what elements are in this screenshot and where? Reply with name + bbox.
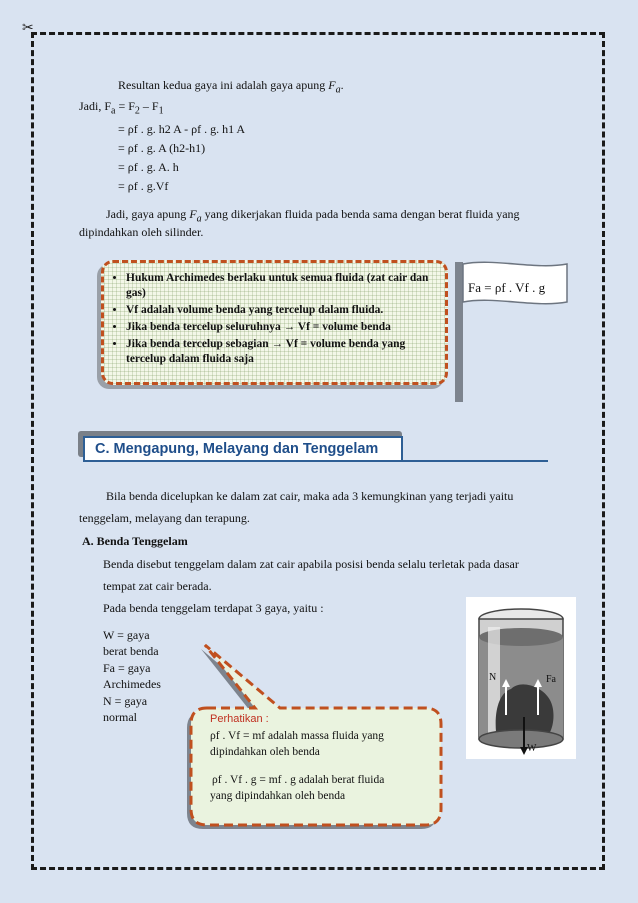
forces-intro: Pada benda tenggelam terdapat 3 gaya, yaitu : bbox=[103, 601, 324, 615]
jadi-equation: Jadi, $F_a = F_2 - F_1$ bbox=[79, 99, 164, 117]
label-n: N bbox=[489, 672, 497, 683]
force-fa-line1: Fa = gaya bbox=[103, 661, 151, 675]
section-intro-line1: Bila benda dicelupkan ke dalam zat cair, maka ada 3 kemungkinan yang terjadi yaitu bbox=[106, 489, 514, 503]
force-fa-line2: Archimedes bbox=[103, 677, 161, 691]
force-w-line2: berat benda bbox=[103, 644, 159, 658]
conclusion-line2: dipindahkan oleh silinder. bbox=[79, 225, 204, 239]
section-intro-line2: tenggelam, melayang dan terapung. bbox=[79, 511, 250, 525]
intro-sentence: Resultan kedua gaya ini adalah gaya apung $F_a$. bbox=[118, 78, 344, 96]
callout-line1: ρf . Vf = mf adalah massa fluida yang bbox=[210, 730, 384, 742]
subsection-line2: tempat zat cair berada. bbox=[103, 579, 212, 593]
note-item: • Jika benda tercelup sebagian → Vf = volume benda yang tercelup dalam fluida saja bbox=[126, 337, 437, 367]
note-item: • Jika benda tercelup seluruhnya → Vf = volume benda bbox=[126, 320, 437, 335]
conclusion-line1: Jadi, gaya apung $F_a$ yang dikerjakan fluida pada benda sama dengan berat fluida yang bbox=[106, 207, 520, 225]
force-n-line2: normal bbox=[103, 710, 137, 724]
callout-line3: ρf . Vf . g = mf . g adalah berat fluida bbox=[212, 774, 385, 786]
equation-line: = ρf . g. h2 A - ρf . g. h1 A bbox=[118, 122, 246, 136]
scissors-icon: ✂ bbox=[22, 21, 34, 36]
callout-line2: dipindahkan oleh benda bbox=[210, 746, 320, 758]
subsection-line1: Benda disebut tenggelam dalam zat cair apabila posisi benda selalu terletak pada dasar bbox=[103, 557, 519, 571]
equation-line: = ρf . g. A (h2-h1) bbox=[118, 141, 206, 155]
force-n-line1: N = gaya bbox=[103, 694, 148, 708]
sunken-object-figure bbox=[466, 597, 576, 759]
equation-line: = ρf . g.Vf bbox=[118, 179, 169, 193]
section-heading: C. Mengapung, Melayang dan Tenggelam bbox=[83, 436, 403, 462]
callout-title: Perhatikan : bbox=[210, 713, 269, 725]
note-item: • Vf adalah volume benda yang tercelup dalam fluida. bbox=[126, 303, 437, 318]
equation-line: = ρf . g. A. h bbox=[118, 160, 179, 174]
force-w-line1: W = gaya bbox=[103, 628, 150, 642]
flag-icon bbox=[455, 256, 575, 406]
subsection-title: A. Benda Tenggelam bbox=[82, 534, 188, 548]
note-item: • Hukum Archimedes berlaku untuk semua fluida (zat cair dan gas) bbox=[126, 271, 437, 301]
derivation-steps bbox=[118, 120, 245, 196]
label-fa: Fa bbox=[546, 674, 556, 685]
callout-line4: yang dipindahkan oleh benda bbox=[210, 790, 346, 802]
archimedes-notes-box bbox=[101, 260, 448, 385]
heading-underline bbox=[403, 460, 548, 462]
label-w: W bbox=[527, 743, 537, 754]
flag-formula: Fa = ρf . Vf . g bbox=[468, 280, 546, 295]
